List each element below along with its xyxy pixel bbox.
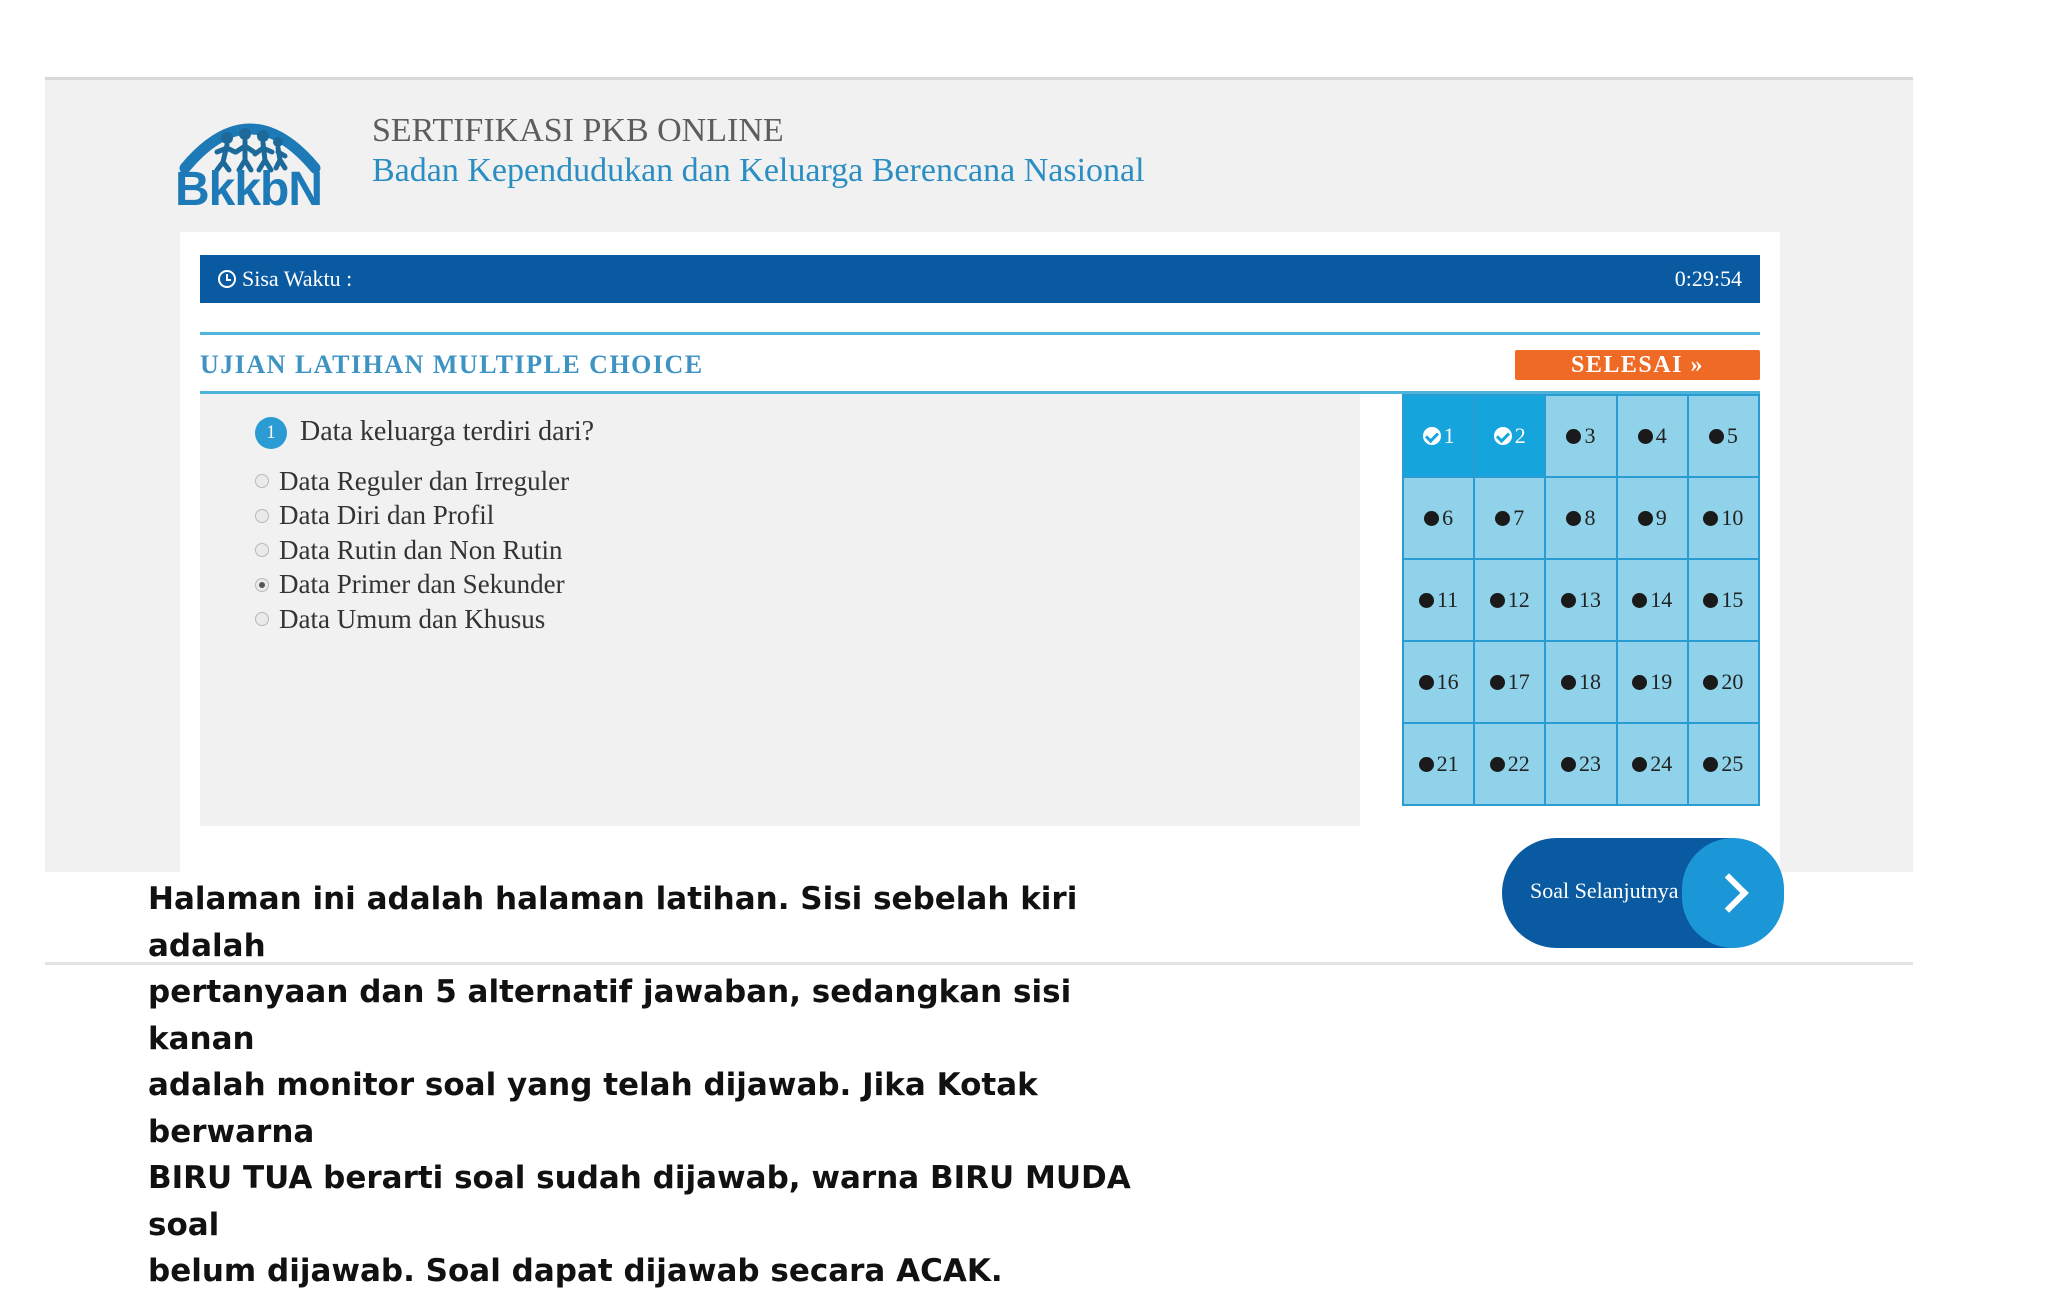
question-number-badge: 1: [255, 417, 287, 449]
question-monitor-cell-3[interactable]: [1546, 396, 1615, 476]
app-subtitle: Badan Kependudukan dan Keluarga Berencana Nasional: [372, 152, 1145, 189]
next-question-button[interactable]: [1502, 838, 1784, 948]
dot-icon: [1632, 593, 1647, 608]
question-monitor-cell-12[interactable]: [1475, 560, 1544, 640]
check-circle-icon: [1423, 427, 1441, 445]
answer-option-b[interactable]: [255, 499, 569, 534]
question-monitor-cell-14[interactable]: [1618, 560, 1687, 640]
question-monitor-number: 18: [1578, 669, 1601, 694]
question-monitor-cell-10[interactable]: [1689, 478, 1758, 558]
dot-icon: [1424, 511, 1439, 526]
timer-value: 0:29:54: [1674, 266, 1742, 291]
radio-button[interactable]: [255, 612, 269, 626]
section-divider-top: [200, 332, 1760, 335]
question-monitor-number: 17: [1507, 669, 1530, 694]
caption-line: belum dijawab. Soal dapat dijawab secara ACAK.: [148, 1253, 1003, 1289]
radio-button[interactable]: [255, 509, 269, 523]
question-monitor-cell-20[interactable]: [1689, 642, 1758, 722]
question-monitor-number: 21: [1436, 751, 1459, 776]
question-monitor-number: 1: [1443, 423, 1455, 448]
instruction-caption: [148, 876, 1168, 1295]
dot-icon: [1632, 757, 1647, 772]
caption-line: adalah monitor soal yang telah dijawab. Jika Kotak berwarna: [148, 1067, 1038, 1150]
radio-button[interactable]: [255, 578, 269, 592]
timer-label: Sisa Waktu :: [242, 266, 353, 291]
question-monitor-number: 13: [1578, 587, 1601, 612]
dot-icon: [1561, 757, 1576, 772]
question-monitor-number: 4: [1655, 423, 1667, 448]
question-monitor-number: 14: [1650, 587, 1673, 612]
dot-icon: [1561, 593, 1576, 608]
exam-title: UJIAN LATIHAN MULTIPLE CHOICE: [200, 350, 704, 379]
question-monitor-number: 2: [1514, 423, 1526, 448]
timer-label-group: [218, 266, 352, 292]
check-circle-icon: [1494, 427, 1512, 445]
dot-icon: [1703, 593, 1718, 608]
question-monitor-cell-15[interactable]: [1689, 560, 1758, 640]
question-monitor-cell-22[interactable]: [1475, 724, 1544, 804]
next-question-label: Soal Selanjutnya: [1530, 878, 1679, 903]
clock-icon: [218, 270, 236, 288]
question-monitor-cell-8[interactable]: [1546, 478, 1615, 558]
question-monitor-number: 10: [1721, 505, 1744, 530]
question-monitor-cell-4[interactable]: [1618, 396, 1687, 476]
dot-icon: [1490, 675, 1505, 690]
question-monitor-cell-17[interactable]: [1475, 642, 1544, 722]
caption-line: BIRU TUA berarti soal sudah dijawab, warna BIRU MUDA soal: [148, 1160, 1131, 1243]
dot-icon: [1703, 757, 1718, 772]
answer-option-label: Data Reguler dan Irreguler: [279, 465, 570, 496]
dot-icon: [1419, 675, 1434, 690]
dot-icon: [1561, 675, 1576, 690]
question-monitor-cell-9[interactable]: [1618, 478, 1687, 558]
answer-option-d[interactable]: [255, 568, 569, 603]
question-monitor-number: 7: [1513, 505, 1525, 530]
question-monitor-number: 23: [1578, 751, 1601, 776]
question-text: Data keluarga terdiri dari?: [300, 416, 595, 447]
answer-option-a[interactable]: [255, 464, 569, 499]
answer-options: [255, 464, 569, 637]
caption-line: pertanyaan dan 5 alternatif jawaban, sedangkan sisi kanan: [148, 974, 1072, 1057]
dot-icon: [1632, 675, 1647, 690]
finish-button[interactable]: SELESAI »: [1515, 350, 1760, 380]
caption-line: Halaman ini adalah halaman latihan. Sisi sebelah kiri adalah: [148, 881, 1078, 964]
next-circle[interactable]: [1682, 838, 1784, 948]
timer-bar: [200, 255, 1760, 303]
question-monitor-grid: [1402, 394, 1760, 806]
question-monitor-cell-13[interactable]: [1546, 560, 1615, 640]
dot-icon: [1419, 593, 1434, 608]
question-monitor-number: 11: [1437, 587, 1459, 612]
question-monitor-cell-7[interactable]: [1475, 478, 1544, 558]
question-monitor-number: 8: [1584, 505, 1596, 530]
dot-icon: [1490, 757, 1505, 772]
question-monitor-number: 5: [1726, 423, 1738, 448]
question-monitor-cell-19[interactable]: [1618, 642, 1687, 722]
question-monitor-number: 25: [1721, 751, 1744, 776]
radio-button[interactable]: [255, 543, 269, 557]
question-monitor-number: 12: [1507, 587, 1530, 612]
answer-option-label: Data Diri dan Profil: [279, 500, 495, 531]
question-monitor-cell-23[interactable]: [1546, 724, 1615, 804]
dot-icon: [1490, 593, 1505, 608]
app-title: SERTIFIKASI PKB ONLINE: [372, 112, 784, 149]
question-monitor-cell-21[interactable]: [1404, 724, 1473, 804]
question-monitor-number: 16: [1436, 669, 1459, 694]
question-monitor-cell-11[interactable]: [1404, 560, 1473, 640]
answer-option-c[interactable]: [255, 533, 569, 568]
answer-option-label: Data Umum dan Khusus: [279, 603, 546, 634]
dot-icon: [1703, 511, 1718, 526]
question-monitor-number: 19: [1650, 669, 1673, 694]
question-monitor-number: 24: [1650, 751, 1673, 776]
dot-icon: [1638, 429, 1653, 444]
dot-icon: [1419, 757, 1434, 772]
dot-icon: [1638, 511, 1653, 526]
dot-icon: [1709, 429, 1724, 444]
question-monitor-number: 20: [1721, 669, 1744, 694]
question-monitor-number: 3: [1584, 423, 1596, 448]
answer-option-label: Data Primer dan Sekunder: [279, 569, 565, 600]
dot-icon: [1566, 511, 1581, 526]
question-monitor-cell-2[interactable]: [1475, 396, 1544, 476]
question-monitor-cell-18[interactable]: [1546, 642, 1615, 722]
dot-icon: [1703, 675, 1718, 690]
answer-option-label: Data Rutin dan Non Rutin: [279, 534, 563, 565]
radio-button[interactable]: [255, 474, 269, 488]
question-monitor-number: 6: [1442, 505, 1454, 530]
dot-icon: [1566, 429, 1581, 444]
question-monitor-cell-24[interactable]: [1618, 724, 1687, 804]
question-monitor-cell-5[interactable]: [1689, 396, 1758, 476]
answer-option-e[interactable]: [255, 602, 569, 637]
question-monitor-number: 22: [1507, 751, 1530, 776]
question-area: [200, 394, 1360, 826]
logo-wordmark: BkkbN: [175, 163, 323, 216]
question-monitor-cell-25[interactable]: [1689, 724, 1758, 804]
question-monitor-number: 9: [1655, 505, 1667, 530]
question-monitor-cell-1[interactable]: [1404, 396, 1473, 476]
question-monitor-cell-16[interactable]: [1404, 642, 1473, 722]
question-monitor-cell-6[interactable]: [1404, 478, 1473, 558]
question-monitor-number: 15: [1721, 587, 1744, 612]
chevron-right-icon: [1709, 873, 1749, 913]
dot-icon: [1495, 511, 1510, 526]
